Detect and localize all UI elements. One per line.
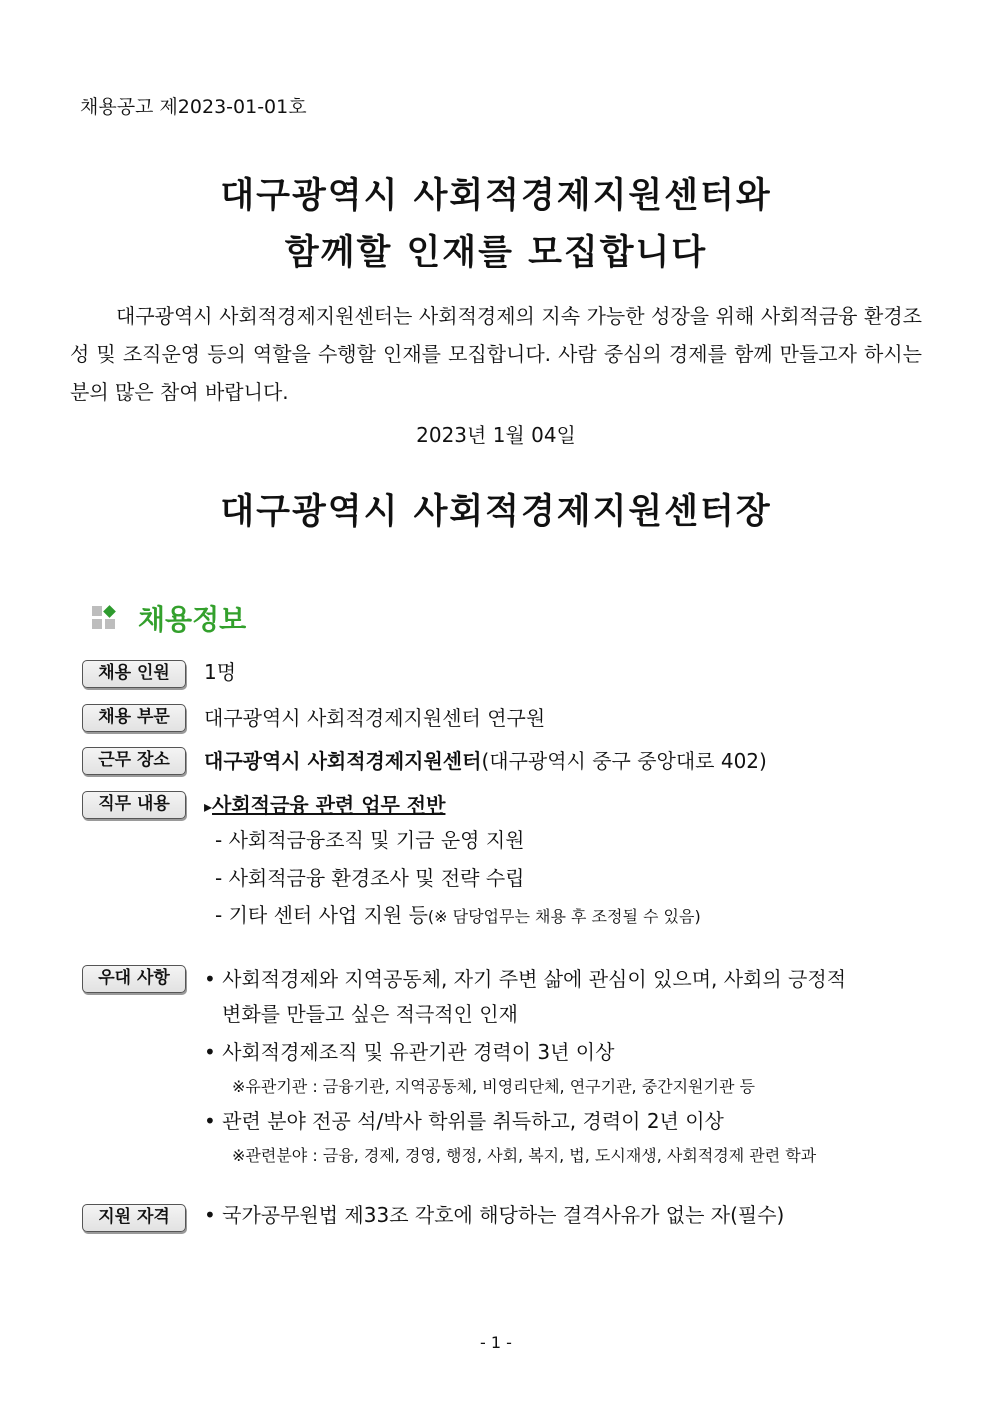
duties-heading-line bbox=[204, 791, 445, 821]
preference-item-1-cont: 변화를 만들고 싶은 적극적인 인재 bbox=[222, 1002, 518, 1026]
page-title-line2: 함께할 인재를 모집합니다 bbox=[284, 233, 708, 273]
qualification-row bbox=[82, 1204, 784, 1232]
workplace-label: 근무 장소 bbox=[82, 747, 186, 775]
department-value: 대구광역시 사회적경제지원센터 연구원 bbox=[204, 706, 546, 730]
workplace-value bbox=[204, 747, 767, 775]
preference-item-3-note: ※관련분야 : 금융, 경제, 경영, 행정, 사회, 복지, 법, 도시재생, 사회적경제 관련 학과 bbox=[232, 1146, 817, 1165]
duties-heading: 사회적금융 관련 업무 전반 bbox=[212, 793, 446, 817]
preferences-row bbox=[82, 965, 846, 993]
signer: 대구광역시 사회적경제지원센터장 bbox=[220, 492, 772, 532]
page-number: - 1 - bbox=[480, 1333, 512, 1352]
triangle-bullet-icon: ▸ bbox=[204, 797, 213, 816]
section-bullet-icon bbox=[90, 604, 118, 632]
page-title-line1: 대구광역시 사회적경제지원센터와 bbox=[220, 176, 772, 216]
section-title: 채용정보 bbox=[138, 603, 247, 636]
notice-number: 채용공고 제2023-01-01호 bbox=[80, 96, 307, 118]
duty-item-text: - 기타 센터 사업 지원 등 bbox=[215, 903, 428, 927]
announcement-date: 2023년 1월 04일 bbox=[416, 423, 576, 447]
preference-item-1: • 사회적경제와 지역공동체, 자기 주변 삶에 관심이 있으며, 사회의 긍정적 bbox=[204, 967, 847, 991]
intro-paragraph: 대구광역시 사회적경제지원센터는 사회적경제의 지속 가능한 성장을 위해 사회적금융 환경조성 및 조직운영 등의 역할을 수행할 인재를 모집합니다. 사람 중심의 경제를 함께 만들고자 하시는 분의 많은 참여 바랍니다. bbox=[70, 304, 922, 404]
headcount-label: 채용 인원 bbox=[82, 660, 186, 688]
workplace-row bbox=[82, 747, 767, 775]
preferences-label: 우대 사항 bbox=[82, 965, 186, 993]
headcount-value: 1명 bbox=[204, 660, 237, 684]
qualification-label: 지원 자격 bbox=[82, 1204, 186, 1232]
duty-note: (※ 담당업무는 채용 후 조정될 수 있음) bbox=[427, 907, 701, 926]
department-row bbox=[82, 704, 545, 732]
workplace-name: 대구광역시 사회적경제지원센터 bbox=[204, 749, 482, 773]
duties-row bbox=[82, 791, 445, 821]
duty-item: - 사회적금융 환경조사 및 전략 수립 bbox=[215, 866, 525, 890]
headcount-row bbox=[82, 660, 236, 688]
workplace-address: (대구광역시 중구 중앙대로 402) bbox=[481, 749, 767, 773]
duty-item bbox=[215, 901, 701, 931]
preference-item-3: • 관련 분야 전공 석/박사 학위를 취득하고, 경력이 2년 이상 bbox=[204, 1109, 724, 1133]
duty-item: - 사회적금융조직 및 기금 운영 지원 bbox=[215, 828, 525, 852]
qualification-value: • 국가공무원법 제33조 각호에 해당하는 결격사유가 없는 자(필수) bbox=[204, 1203, 785, 1227]
duties-label: 직무 내용 bbox=[82, 791, 186, 819]
preference-item-2: • 사회적경제조직 및 유관기관 경력이 3년 이상 bbox=[204, 1040, 615, 1064]
section-header bbox=[90, 598, 246, 638]
department-label: 채용 부문 bbox=[82, 704, 186, 732]
preference-item-2-note: ※유관기관 : 금융기관, 지역공동체, 비영리단체, 연구기관, 중간지원기관 등 bbox=[232, 1077, 755, 1096]
